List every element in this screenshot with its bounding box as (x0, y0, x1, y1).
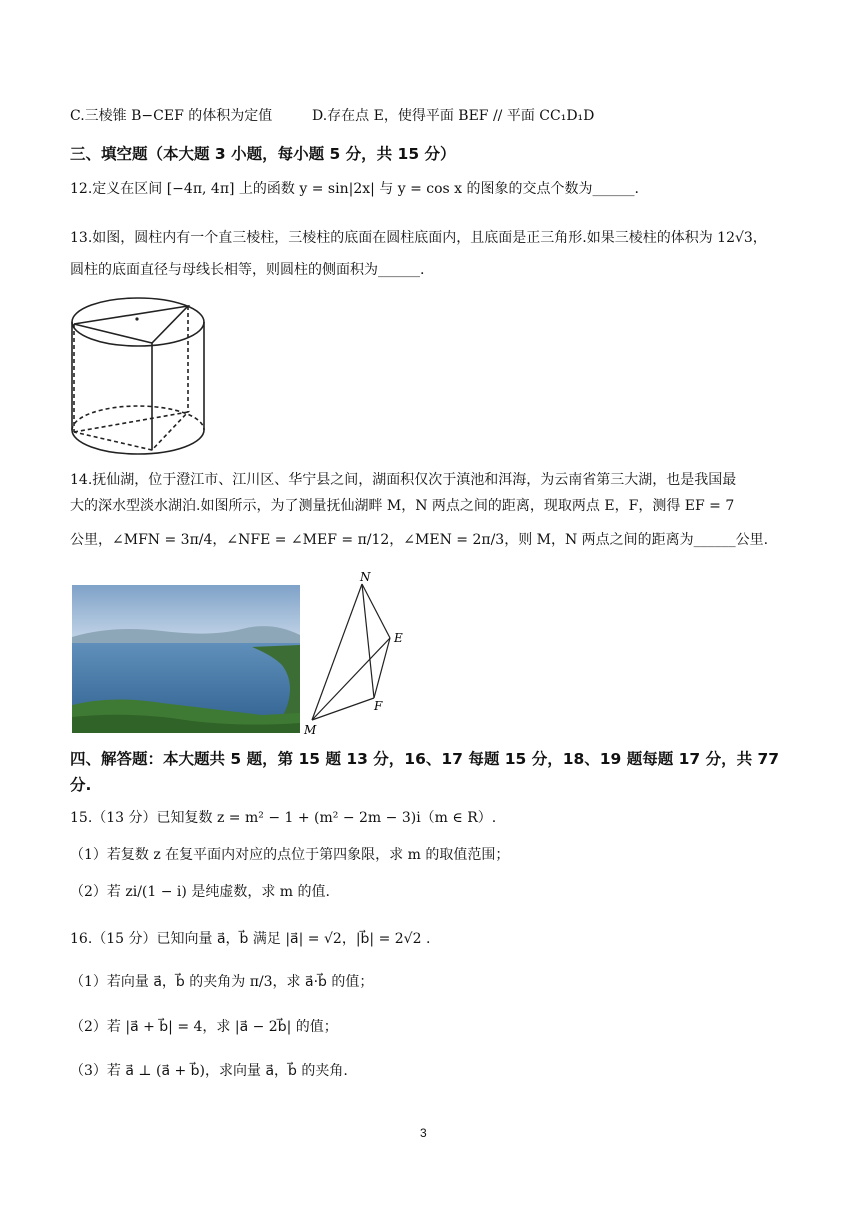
section-4-title: 四、解答题：本大题共 5 题，第 15 题 13 分，16、17 每题 15 分，18、19 题每题 17 分，共 77 分. (70, 750, 780, 794)
section-3-title: 三、填空题（本大题 3 小题，每小题 5 分，共 15 分） (70, 145, 456, 163)
cylinder-prism-figure (66, 292, 212, 458)
question-12: 12.定义在区间 [−4π, 4π] 上的函数 y = sin|2x| 与 y = cos x 的图象的交点个数为______. (70, 181, 639, 197)
question-15-stem: 15.（13 分）已知复数 z = m² − 1 + (m² − 2m − 3)i（m ∈ R）. (70, 810, 497, 826)
lake-photo (72, 585, 300, 733)
point-e-label: E (394, 631, 403, 645)
question-14-line-1: 14.抚仙湖，位于澄江市、江川区、华宁县之间，湖面积仅次于滇池和洱海，为云南省第三大湖，也是我国最 (70, 472, 737, 488)
option-c: C.三棱锥 B−CEF 的体积为定值 (70, 108, 273, 124)
question-16-part-3: （3）若 a⃗ ⊥ (a⃗ + b⃗)，求向量 a⃗，b⃗ 的夹角. (70, 1063, 348, 1079)
option-d: D.存在点 E，使得平面 BEF // 平面 CC₁D₁D (312, 108, 595, 124)
question-13-line-2: 圆柱的底面直径与母线长相等，则圆柱的侧面积为______. (70, 262, 425, 278)
question-14-line-3: 公里，∠MFN = 3π/4，∠NFE = ∠MEF = π/12，∠MEN = 2π/3，则 M，N 两点之间的距离为______公里. (70, 532, 769, 548)
question-16-stem: 16.（15 分）已知向量 a⃗，b⃗ 满足 |a⃗| = √2，|b⃗| = 2√2 . (70, 931, 431, 947)
question-13-line-1: 13.如图，圆柱内有一个直三棱柱，三棱柱的底面在圆柱底面内，且底面是正三角形.如果三棱柱的体积为 12√3， (70, 230, 767, 246)
point-m-label: M (304, 723, 317, 737)
point-f-label: F (374, 699, 383, 713)
point-n-label: N (360, 570, 371, 584)
question-15-part-2: （2）若 zi/(1 − i) 是纯虚数，求 m 的值. (70, 884, 330, 900)
page-number: 3 (420, 1126, 427, 1140)
question-16-part-2: （2）若 |a⃗ + b⃗| = 4，求 |a⃗ − 2b⃗| 的值； (70, 1019, 338, 1035)
question-16-part-1: （1）若向量 a⃗，b⃗ 的夹角为 π/3，求 a⃗·b⃗ 的值； (70, 974, 374, 990)
question-14-line-2: 大的深水型淡水湖泊.如图所示，为了测量抚仙湖畔 M，N 两点之间的距离，现取两点 E，F，测得 EF = 7 (70, 498, 735, 514)
question-15-part-1: （1）若复数 z 在复平面内对应的点位于第四象限，求 m 的取值范围； (70, 847, 510, 863)
mnef-diagram (302, 570, 418, 742)
